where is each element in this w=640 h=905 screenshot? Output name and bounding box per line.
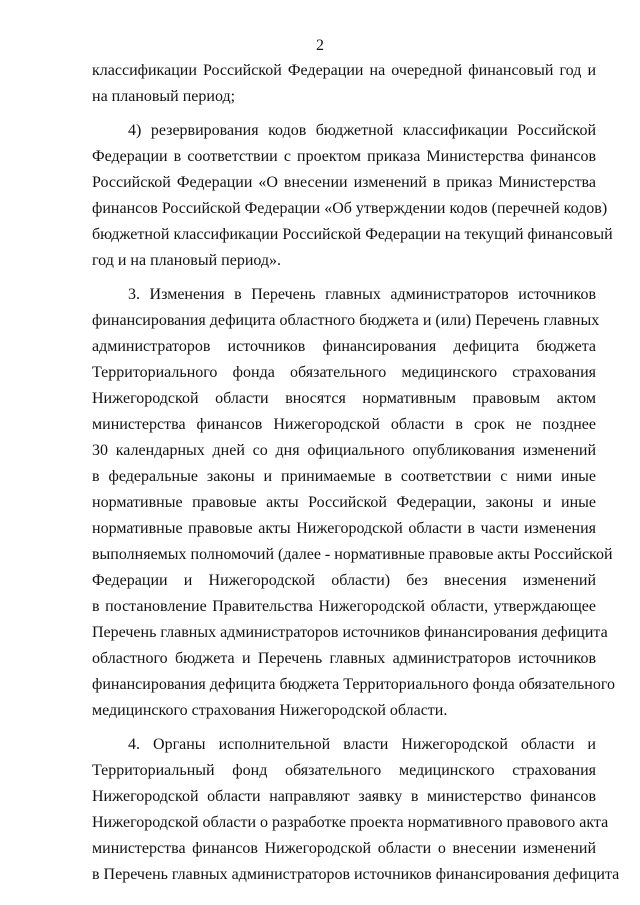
paragraph-gap	[92, 278, 596, 286]
page-number: 2	[316, 37, 324, 54]
text-line: Нижегородской области направляют заявку в министерство финансов	[92, 788, 596, 805]
text-line: Федерации и Нижегородской области) без внесения изменений	[92, 572, 596, 589]
text-line: на плановый период;	[92, 88, 236, 105]
text-line: 3. Изменения в Перечень главных администраторов источников	[128, 286, 596, 303]
text-line: Нижегородской области вносятся нормативным правовым актом	[92, 390, 596, 407]
text-line: бюджетной классификации Российской Федерации на текущий финансовый	[92, 226, 613, 243]
text-line: министерства финансов Нижегородской области о внесении изменений	[92, 840, 596, 857]
text-line: классификации Российской Федерации на очередной финансовый год и	[92, 62, 596, 79]
text-line: министерства финансов Нижегородской области в срок не позднее	[92, 416, 596, 433]
text-line: нормативные правовые акты Нижегородской области в части изменения	[92, 520, 596, 537]
text-line: нормативные правовые акты Российской Федерации, законы и иные	[92, 494, 596, 511]
text-line: 4) резервирования кодов бюджетной классификации Российской	[128, 122, 596, 139]
text-line: в федеральные законы и принимаемые в соответствии с ними иные	[92, 468, 596, 485]
text-line: Территориальный фонд обязательного медицинского страхования	[92, 762, 596, 779]
text-line: в постановление Правительства Нижегородской области, утверждающее	[92, 598, 596, 615]
text-line: выполняемых полномочий (далее - нормативные правовые акты Российской	[92, 546, 613, 563]
text-line: областного бюджета и Перечень главных администраторов источников	[92, 650, 596, 667]
paragraph-gap	[92, 114, 596, 122]
text-line: Территориального фонда обязательного медицинского страхования	[92, 364, 596, 381]
text-line: Нижегородской области о разработке проекта нормативного правового акта	[92, 814, 609, 831]
text-line: год и на плановый период».	[92, 252, 282, 269]
text-line: администраторов источников финансирования дефицита бюджета	[92, 338, 596, 355]
text-line: в Перечень главных администраторов источников финансирования дефицита	[92, 866, 620, 883]
text-line: Федерации в соответствии с проектом приказа Министерства финансов	[92, 148, 596, 165]
text-line: финансирования дефицита бюджета Территориального фонда обязательного	[92, 676, 615, 693]
paragraph-gap	[92, 728, 596, 736]
text-line: финансирования дефицита областного бюджета и (или) Перечень главных	[92, 312, 600, 329]
text-line: медицинского страхования Нижегородской области.	[92, 702, 448, 719]
text-line: Российской Федерации «О внесении изменений в приказ Министерства	[92, 174, 596, 191]
text-line: финансов Российской Федерации «Об утверждении кодов (перечней кодов)	[92, 200, 608, 217]
text-line: 30 календарных дней со дня официального опубликования изменений	[92, 442, 596, 459]
text-line: Перечень главных администраторов источников финансирования дефицита	[92, 624, 608, 641]
document-body	[92, 62, 620, 892]
text-line: 4. Органы исполнительной власти Нижегородской области и	[128, 736, 596, 753]
